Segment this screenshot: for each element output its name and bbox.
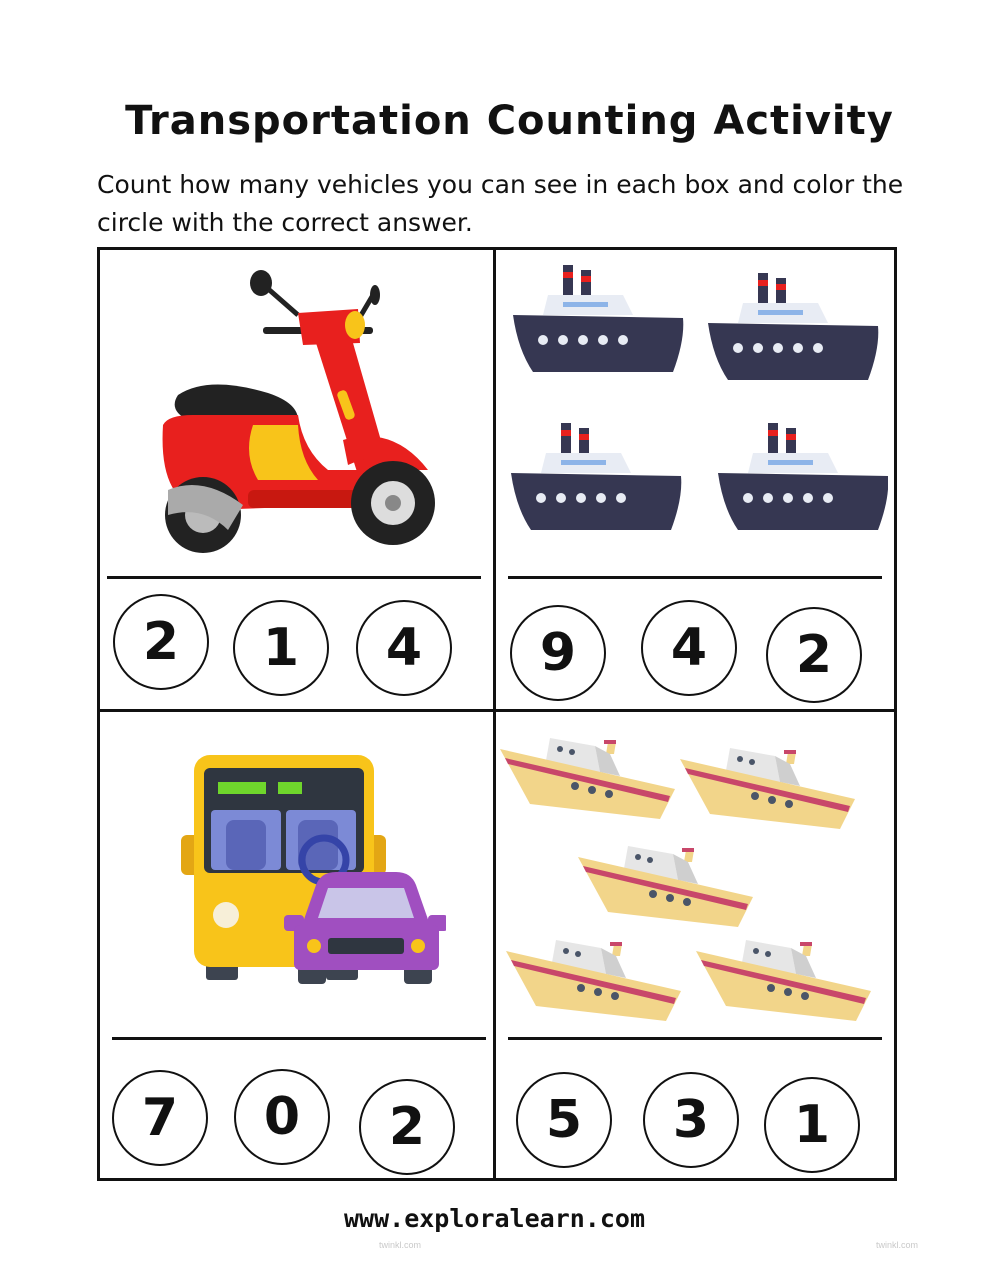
watermark: twinkl.com: [379, 1240, 422, 1250]
answer-circle[interactable]: 9: [510, 605, 606, 701]
page-title: Transportation Counting Activity: [125, 98, 894, 144]
scooter-image: [148, 265, 448, 555]
instructions: Count how many vehicles you can see in each box and color the circle with the correct answer.: [97, 170, 904, 237]
answer-circle[interactable]: 7: [112, 1070, 208, 1166]
footer-website[interactable]: www.exploralearn.com: [343, 1204, 646, 1233]
answer-circle[interactable]: 2: [113, 594, 209, 690]
answer-circle[interactable]: 5: [516, 1072, 612, 1168]
answer-circle[interactable]: 1: [764, 1077, 860, 1173]
boat-group-image: [500, 730, 885, 1030]
grid-divider-horizontal: [97, 709, 897, 712]
ship-group-image: [508, 260, 888, 540]
answer-circle[interactable]: 3: [643, 1072, 739, 1168]
answer-separator: [508, 576, 882, 579]
watermark: twinkl.com: [876, 1240, 919, 1250]
answer-circle[interactable]: 2: [766, 607, 862, 703]
answer-circle[interactable]: 4: [356, 600, 452, 696]
grid-divider-vertical: [493, 247, 496, 1181]
answer-circle[interactable]: 4: [641, 600, 737, 696]
bus-and-car-image: [176, 750, 446, 990]
answer-separator: [508, 1037, 882, 1040]
answer-circle[interactable]: 1: [233, 600, 329, 696]
answer-circle[interactable]: 0: [234, 1069, 330, 1165]
answer-separator: [107, 576, 481, 579]
answer-circle[interactable]: 2: [359, 1079, 455, 1175]
answer-separator: [112, 1037, 486, 1040]
